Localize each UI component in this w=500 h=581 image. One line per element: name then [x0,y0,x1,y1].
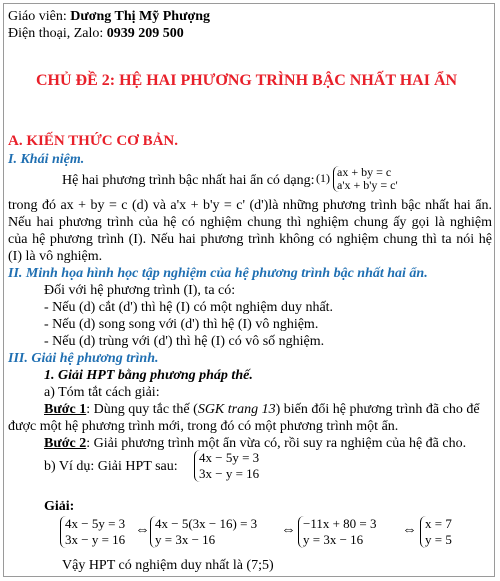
conclusion: Vậy HPT có nghiệm duy nhất là (7;5) [62,558,274,573]
section-a-heading: A. KIẾN THỨC CƠ BẢN. [8,133,179,149]
teacher-label: Giáo viên: [8,9,67,24]
step2-label: Bước 2 [44,436,87,451]
general-system [316,166,398,192]
teacher-name: Dương Thị Mỹ Phượng [70,9,211,24]
part1-line5: (I) là vô nghiệm. [8,249,103,264]
equivalence-arrow: ⇔ [281,522,296,538]
system-eq2: a'x + b'y = c' [337,178,398,192]
document-title: CHỦ ĐỀ 2: HỆ HAI PHƯƠNG TRÌNH BẬC NHẤT HAI ẨN [36,72,458,89]
document-page [3,3,495,577]
part1-intro: Hệ hai phương trình bậc nhất hai ẩn có dạng: [62,173,315,188]
step1-text-pre: : Dùng quy tắc thế ( [86,402,198,417]
part2-item: - Nếu (d) trùng với (d') thì hệ (I) có vô số nghiệm. [44,334,325,349]
example-label: b) Ví dụ: Giải HPT sau: [44,459,178,474]
solution-eq: x = 7 [425,516,452,531]
equivalence-arrow: ⇔ [135,522,150,538]
step1-continuation: được một hệ phương trình mới, trong đó có một phương trình một ẩn. [8,419,399,434]
solution-eq: y = 5 [425,532,452,547]
step1-label: Bước 1 [44,402,87,417]
example-system [194,450,259,482]
part2-intro: Đối với hệ phương trình (I), ta có: [44,283,236,298]
part1-line3: Nếu hai phương trình của hệ có nghiệm chung thì nghiệm chung ấy gọi là nghiệm [8,215,492,230]
system-eq1: ax + by = c [337,165,392,179]
teacher-line [8,8,210,25]
summary-label: a) Tóm tắt cách giải: [44,385,160,400]
solution-eq: 3x − y = 16 [65,532,126,547]
solution-system-2 [150,516,257,548]
part2-item: - Nếu (d) song song với (d') thì hệ (I) vô nghiệm. [44,317,319,332]
method-heading: 1. Giải HPT bằng phương pháp thế. [44,368,253,383]
solution-eq: −11x + 80 = 3 [303,516,377,531]
system-brace [333,166,398,192]
solution-eq: y = 3x − 16 [303,532,364,547]
solution-eq: 4x − 5(3x − 16) = 3 [155,516,258,531]
part2-heading: II. Minh họa hình học tập nghiệm của hệ phương trình bậc nhất hai ẩn. [8,266,428,281]
part3-heading: III. Giải hệ phương trình. [8,351,159,366]
part2-item: - Nếu (d) cắt (d') thì hệ (I) có một nghiệm duy nhất. [44,300,334,315]
solution-system-1 [60,516,125,548]
equivalence-arrow: ⇔ [402,522,417,538]
solution-system-3 [298,516,377,548]
example-eq1: 4x − 5y = 3 [199,450,260,465]
phone-number: 0939 209 500 [106,26,184,41]
solution-system-4 [420,516,452,548]
solution-label: Giải: [44,499,75,514]
example-eq2: 3x − y = 16 [199,466,260,481]
step2-text: : Giải phương trình một ẩn vừa có, rồi suy ra nghiệm của hệ đã cho. [86,436,467,451]
solution-eq: y = 3x − 16 [155,532,216,547]
system-label: (1) [316,170,330,185]
phone-line [8,25,184,42]
example-brace [194,450,259,482]
step1-reference: SGK trang 13 [197,402,276,417]
part1-line4: của hệ phương trình (I). Nếu hai phương trình không có nghiệm chung thì ta nói hệ [8,232,492,247]
solution-eq: 4x − 5y = 3 [65,516,126,531]
part1-line2: trong đó ax + by = c (d) và a'x + b'y = c' (d')là những phương trình bậc nhất hai ẩn. [8,198,492,213]
phone-label: Điện thoại, Zalo: [8,26,104,41]
step1-line [44,401,480,418]
part1-heading: I. Khái niệm. [8,152,85,167]
step1-text-post: ) biến đổi hệ phương trình đã cho để [275,402,480,417]
